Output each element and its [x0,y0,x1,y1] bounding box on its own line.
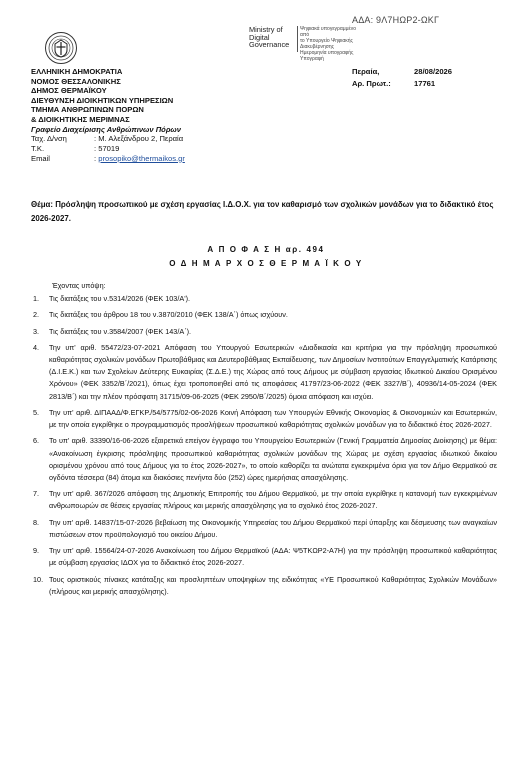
list-item [33,545,497,569]
header-office: Γραφείο Διαχείρισης Ανθρώπινων Πόρων [31,124,181,134]
list-item [33,574,497,598]
header-line-municipality: ΔΗΜΟΣ ΘΕΡΜΑΪΚΟΥ [31,86,107,96]
considerations-list [33,293,497,602]
mayor-title: Ο Δ Η Μ Α Ρ Χ Ο Σ Θ Ε Ρ Μ Α Ϊ Κ Ο Υ [169,259,363,268]
considering-label: Έχοντας υπόψη: [52,281,106,290]
list-item-text: Το υπ' αριθ. 33390/16-06-2026 εξαιρετικά επείγον έγγραφο του Υπουργείου Εσωτερικών (Γενική Γραμματεία Δημοσίας Διοίκησης) με θέμα: «Ανακοίνωση έγκρισης πρόσληψης προσωπικού καθαριότητας σχολικών μονάδων της Χώρας με σχέση εργασίας ιδιωτικού δικαίου ορισμένου χρόνου από τους Δήμους για το έτος 2026-2027», το οποίο καθορίζει τα ανώτατα εγκεκριμένα όρια για τον Δήμο Θερμαϊκού σε ογδόντα τέσσερα (84) άτομα και διακόσιες πενήντα δύο (252) ώρες ημερήσιας απασχόλησης. [49,436,497,482]
list-item-number: 4. [33,343,40,353]
list-item-text: Τις διατάξεις του ν.5314/2026 (ΦΕΚ 103/Α'). [49,294,191,303]
header-line-care: & ΔΙΟΙΚΗΤΙΚΗΣ ΜΕΡΙΜΝΑΣ [31,114,130,124]
ministry-line-1: Ministry of [249,25,283,34]
zip-label: Τ.Κ. [31,143,45,153]
list-item-number: 8. [33,517,40,527]
list-item-text: Την υπ' αριθ. 14837/15-07-2026 βεβαίωση της Οικονομικής Υπηρεσίας του Δήμου Θερμαϊκού περί ύπαρξης και δέσμευσης των αναγκαίων πιστώσεων στον προϋπολογισμό του οικείου Δήμου. [49,517,497,539]
protocol-number: 17761 [414,79,436,88]
decision-title: Α Π Ο Φ Α Σ Η αρ. 494 [207,245,325,254]
subject: Θέμα: Πρόσληψη προσωπικού με σχέση εργασίας Ι.Δ.Ο.Χ. για τον καθαρισμό των σχολικών μονάδων για το διδακτικό έτος 2026-2027. [31,200,494,223]
document-date: 28/08/2026 [414,67,453,76]
list-item [33,407,497,431]
list-item-number: 2. [33,310,40,320]
signature-note-4: Ημερομηνία υπογραφής [300,50,354,56]
list-item-number: 1. [33,294,40,303]
list-item-text: Την υπ' αριθ. 367/2026 απόφαση της Δημοτικής Επιτροπής του Δήμου Θερμαϊκού, με την οποία εγκρίθηκε η κατανομή των εγκεκριμένων ανθρωποωρών σε θέσεις εργασίας πλήρους και μερικής απασχόλησης για το σχολικό έτος 2026-2027. [49,489,497,511]
email-link[interactable]: prosopiko@thermaikos.gr [98,153,185,163]
header-line-prefecture: ΝΟΜΟΣ ΘΕΣΣΑΛΟΝΙΚΗΣ [31,76,121,86]
ministry-logo [249,25,359,62]
issuer-header [31,67,271,164]
list-item [33,293,497,305]
list-item-number: 3. [33,326,40,336]
address-value: : Μ. Αλεξάνδρου 2, Περαία [94,134,184,144]
header-line-republic: ΕΛΛΗΝΙΚΗ ΔΗΜΟΚΡΑΤΙΑ [31,67,123,76]
list-item [33,435,497,483]
greek-emblem-icon [45,32,77,64]
list-item-text: Την υπ' αριθ. 55472/23-07-2021 Απόφαση του Υπουργού Εσωτερικών «Διαδικασία και κριτήρια για την πρόσληψη προσωπικού καθαριότητας σχολικών μονάδων Πρωτοβάθμιας και Δευτεροβάθμιας Εκπαίδευσης, των Δημοσίων Ινστιτούτων Επαγγελματικής Κατάρτισης (Δ.Ι.Ε.Κ.) και των Σχολείων Δεύτερης Ευκαιρίας (Σ.Δ.Ε.) της Χώρας από τους Δήμους με σύμβαση εργασίας Ιδιωτικού Δικαίου Ορισμένου Χρόνου» (ΦΕΚ 3352/Β΄/2021), όπως έχει τροποποιηθεί από τις αποφάσεις 41797/23-06-2022 (ΦΕΚ 3327/Β΄), 40936/14-05-2024 (ΦΕΚ 2813/Β΄) και την πλέον πρόσφατη 31715/09-06-2025 (ΦΕΚ 2950/Β΄/2025) όμοια απόφαση και ισχύει. [49,343,497,401]
list-item-number: 7. [33,489,40,499]
list-item-text: Την υπ' αριθ. ΔΙΠΑΑΔ/Φ.ΕΓΚΡ./54/5775/02-06-2026 Κοινή Απόφαση των Υπουργών Εθνικής Οικονομίας & Οικονομικών και Εσωτερικών, με την οποία εγκρίθηκε ο προγραμματισμός προσλήψεων προσωπικού καθαριότητας σχολικών μονάδων για το διδακτικό έτος 2026-2027. [49,407,497,430]
list-item [33,309,497,321]
ministry-line-3: Governance [249,40,290,50]
list-item-text: Τους οριστικούς πίνακες κατάταξης και προσληπτέων υποψηφίων της ειδικότητας «ΥΕ Προσωπικού Καθαριότητας Σχολικών Μονάδων» (πλήρους και μερικής απασχόλησης). [49,574,497,596]
list-item [33,488,497,512]
list-item-text: Την υπ' αριθ. 15564/24-07-2026 Ανακοίνωση του Δήμου Θερμαϊκού (ΑΔΑ: Ψ5ΤΚΩΡ2-Α7Η) για την πρόσληψη προσωπικού καθαριότητας με σύμβαση εργασίας ΙΔΟΧ για το διδακτικό έτος 2026-2027. [49,546,497,568]
protocol-label: Αρ. Πρωτ.: [352,79,391,88]
list-item-number: 9. [33,546,40,556]
signature-note-3: Διακυβέρνησης [300,44,335,50]
list-item [33,517,497,541]
email-label: Email [31,153,50,163]
zip-value: : 57019 [94,143,120,153]
list-item-text: Τις διατάξεις του άρθρου 18 του ν.3870/2010 (ΦΕΚ 138/Α΄) όπως ισχύουν. [49,310,288,320]
list-item [33,326,497,338]
header-line-department: ΤΜΗΜΑ ΑΝΘΡΩΠΙΝΩΝ ΠΟΡΩΝ [31,105,144,115]
list-item-number: 5. [33,407,40,417]
list-item [33,342,497,402]
ministry-line-2: Digital [249,32,270,42]
list-item-text: Τις διατάξεις του ν.3584/2007 (ΦΕΚ 143/Α΄). [49,326,192,336]
signature-note-1: Ψηφιακά υπογεγραμμένο από [300,26,357,38]
logo-divider [297,26,298,52]
ada-code: ΑΔΑ: 9Λ7ΗΩΡ2-ΩΚΓ [352,15,440,25]
email-separator: : [94,153,97,163]
contact-table [31,134,185,163]
list-item-number: 6. [33,436,40,446]
list-item-number: 10. [33,574,44,584]
address-label: Ταχ. Δ/νση [31,134,67,144]
signature-note-2: το Υπουργείο Ψηφιακής [300,38,353,44]
header-line-directorate: ΔΙΕΥΘΥΝΣΗ ΔΙΟΙΚΗΤΙΚΩΝ ΥΠΗΡΕΣΙΩΝ [31,95,174,105]
signature-note-5: Υπογραφή [300,56,324,62]
place-label: Περαία, [352,67,380,76]
